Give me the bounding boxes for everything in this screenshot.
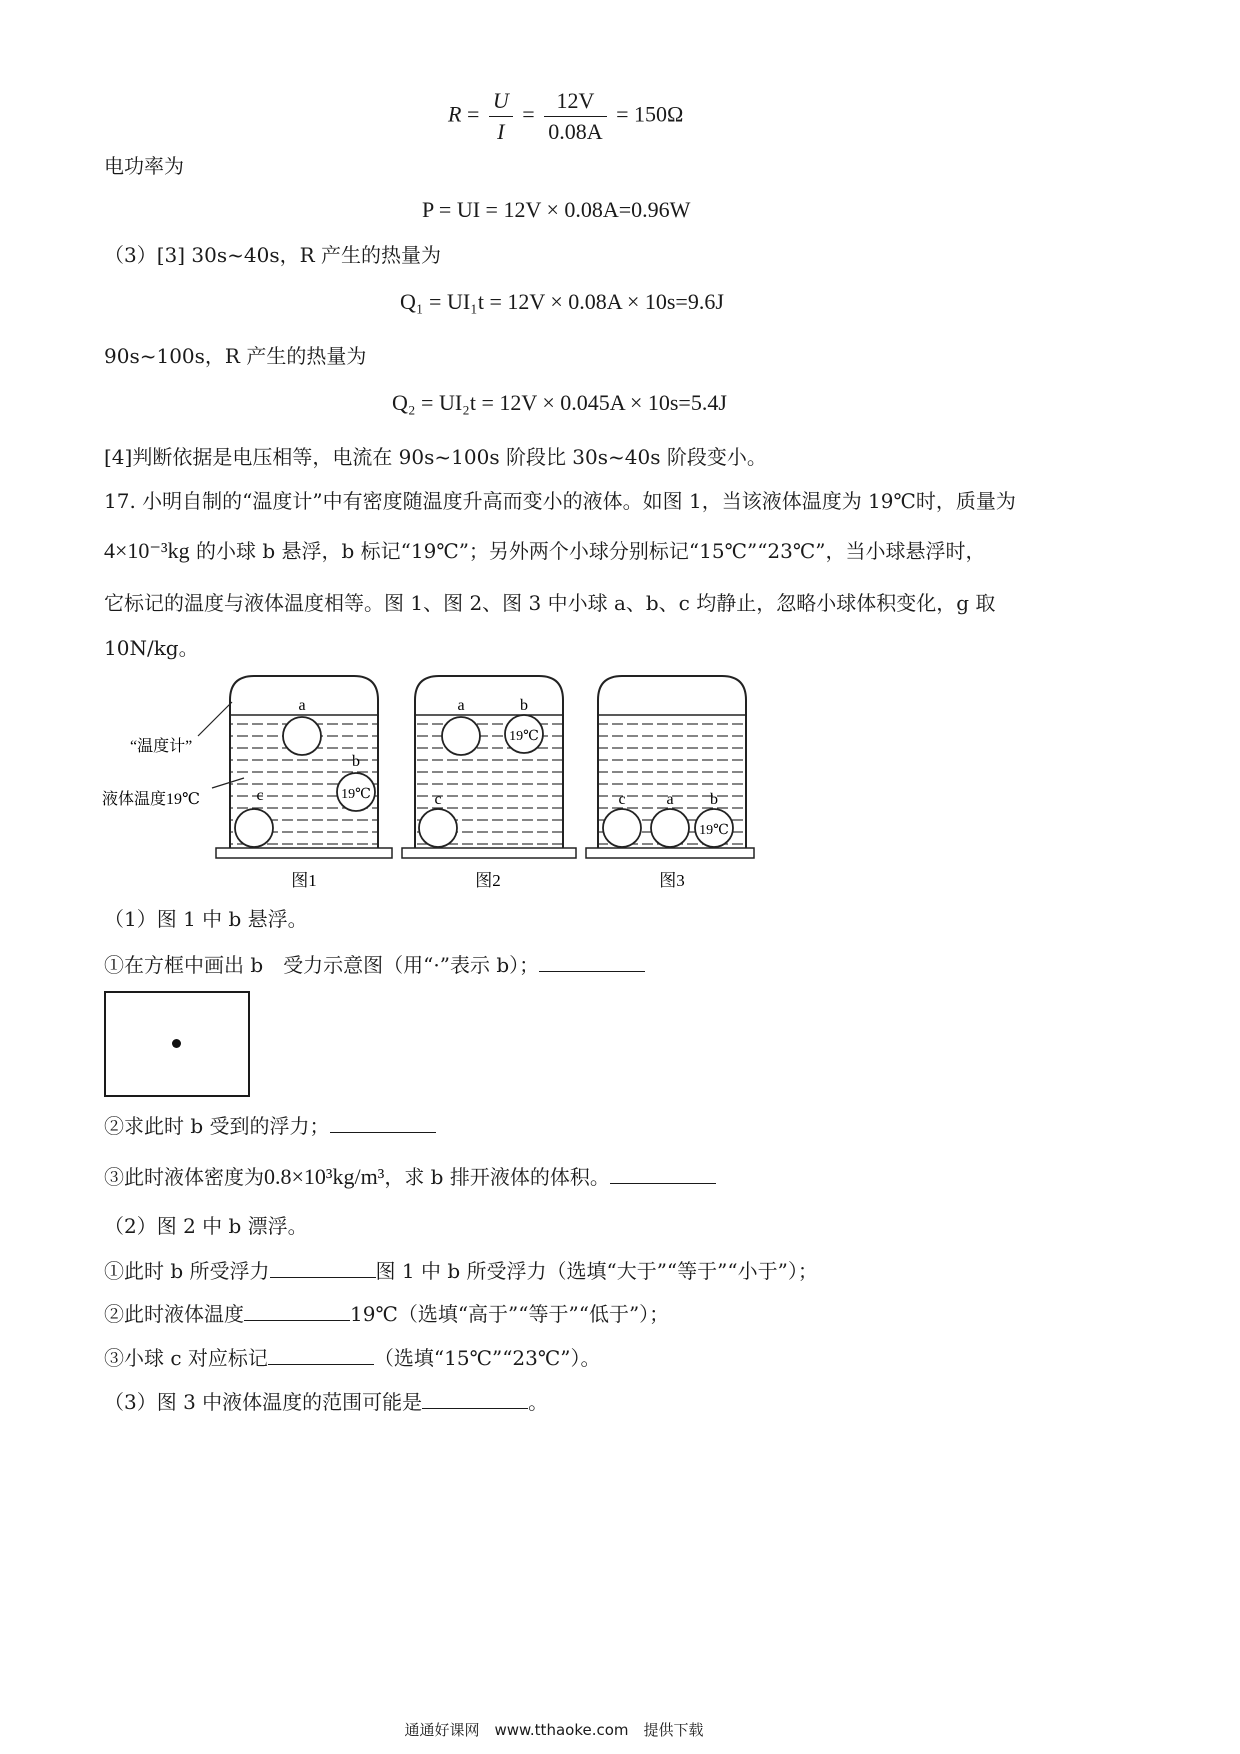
thermometer-figure xyxy=(100,670,760,900)
q3-heat-intro: （3）[3] 30s~40s，R 产生的热量为 xyxy=(104,243,442,267)
equation-q1: Q₁ = UI₁t = 12V × 0.08A × 10s=9.6J xyxy=(400,289,724,314)
svg-text:b: b xyxy=(520,697,528,714)
part1-title: （1）图 1 中 b 悬浮。 xyxy=(104,907,308,931)
container-fig2 xyxy=(402,676,576,890)
svg-text:b: b xyxy=(710,791,718,808)
answer-blank-buoyancy-compare[interactable] xyxy=(270,1257,376,1278)
svg-text:19℃: 19℃ xyxy=(699,823,729,838)
part1-q2: ②求此时 b 受到的浮力； xyxy=(104,1112,436,1139)
container-fig1 xyxy=(102,676,392,890)
answer-blank-buoyancy[interactable] xyxy=(330,1112,436,1133)
answer-blank-force-diagram[interactable] xyxy=(539,951,645,972)
part1-q1: ①在方框中画出 b 受力示意图（用“·”表示 b）； xyxy=(104,951,645,978)
ball-c-fig1 xyxy=(235,809,273,847)
footer-source: 通通好课网 www.tthaoke.com 提供下载 xyxy=(404,1721,704,1739)
part1-q3: ③此时液体密度为0.8×10³kg/m³，求 b 排开液体的体积。 xyxy=(104,1163,716,1190)
part3-question: （3）图 3 中液体温度的范围可能是 。 xyxy=(104,1390,549,1414)
ball-a-fig3 xyxy=(651,809,689,847)
ball-b-dot xyxy=(172,1039,181,1048)
svg-text:b: b xyxy=(352,753,360,770)
svg-text:a: a xyxy=(457,697,465,714)
answer-blank-temperature-range[interactable] xyxy=(422,1388,528,1409)
force-diagram-box[interactable] xyxy=(104,991,250,1097)
ball-a-fig2 xyxy=(442,717,480,755)
caption-fig2: 图2 xyxy=(475,871,501,890)
q17-line4: 10N/kg。 xyxy=(104,636,199,660)
part2-q3: ③小球 c 对应标记 （选填“15℃”“23℃”）。 xyxy=(104,1346,601,1370)
svg-text:c: c xyxy=(256,787,264,804)
svg-text:a: a xyxy=(666,791,674,808)
mass-value: 4×10⁻³kg xyxy=(104,538,190,563)
density-value: 0.8×10³kg/m³ xyxy=(264,1164,385,1189)
fraction-values: $\frac{12V}{0.08A}$ xyxy=(544,86,606,147)
heat-90s-label: 90s~100s，R 产生的热量为 xyxy=(104,344,367,368)
svg-text:a: a xyxy=(298,697,306,714)
answer-blank-temperature-compare[interactable] xyxy=(244,1300,350,1321)
ball-a-fig1 xyxy=(283,717,321,755)
q17-line2: 4×10⁻³kg 的小球 b 悬浮，b 标记“19℃”；另外两个小球分别标记“15℃”“23℃”，当小球悬浮时， xyxy=(104,538,986,563)
ball-c-fig2 xyxy=(419,809,457,847)
caption-fig1: 图1 xyxy=(291,871,317,890)
equation-power: P = UI = 12V × 0.08A=0.96W xyxy=(422,197,691,222)
caption-fig3: 图3 xyxy=(659,871,685,890)
svg-text:19℃: 19℃ xyxy=(341,787,371,802)
svg-text:c: c xyxy=(434,791,442,808)
label-liquid-temp: 液体温度19℃ xyxy=(102,791,200,808)
part2-title: （2）图 2 中 b 漂浮。 xyxy=(104,1214,308,1238)
svg-text:c: c xyxy=(618,791,626,808)
judgement-line: [4]判断依据是电压相等，电流在 90s~100s 阶段比 30s~40s 阶段变小。 xyxy=(104,445,767,469)
part2-q1: ①此时 b 所受浮力 图 1 中 b 所受浮力（选填“大于”“等于”“小于”）； xyxy=(104,1259,818,1283)
equation-q2: Q₂ = UI₂t = 12V × 0.045A × 10s=5.4J xyxy=(392,390,727,415)
q17-line1: 17. 小明自制的“温度计”中有密度随温度升高而变小的液体。如图 1，当该液体温度为 19℃时，质量为 xyxy=(104,489,1016,513)
part2-q2: ②此时液体温度 19℃（选填“高于”“等于”“低于”）； xyxy=(104,1302,670,1326)
label-thermometer: “温度计” xyxy=(130,738,193,755)
ball-c-fig3 xyxy=(603,809,641,847)
power-label: 电功率为 xyxy=(104,154,184,178)
answer-blank-volume[interactable] xyxy=(610,1163,716,1184)
equation-resistance: R = $\frac{U}{I}$ = $\frac{12V}{0.08A}$ = 150Ω xyxy=(448,86,683,147)
q17-line3: 它标记的温度与液体温度相等。图 1、图 2、图 3 中小球 a、b、c 均静止，忽略小球体积变化，g 取 xyxy=(104,591,996,615)
container-fig3 xyxy=(586,676,754,890)
answer-blank-ball-c-mark[interactable] xyxy=(268,1344,374,1365)
svg-text:19℃: 19℃ xyxy=(509,729,539,744)
fraction-u-over-i: $\frac{U}{I}$ xyxy=(489,86,513,147)
